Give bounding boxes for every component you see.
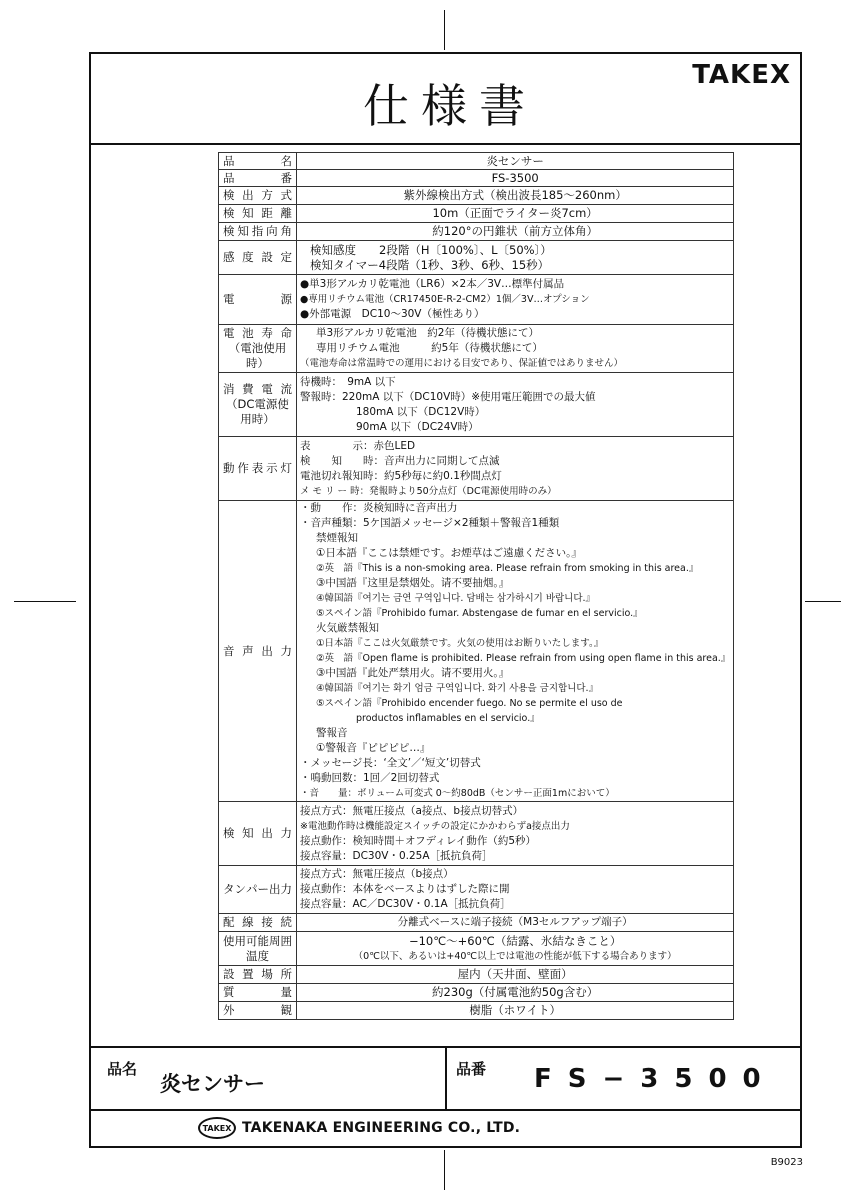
table-row	[219, 966, 734, 984]
table-row	[219, 325, 734, 373]
temperature-value: −10℃〜+60℃（結露、氷結なきこと） （0℃以下、あるいは+40℃以上では電池の性能が低下する場合あります）	[297, 932, 734, 966]
row-label: 検 知 指 向 角	[219, 223, 297, 241]
table-row	[219, 914, 734, 932]
row-label: 電 源	[219, 275, 297, 325]
appearance-value: 樹脂（ホワイト）	[297, 1002, 734, 1020]
detection-method-value: 紫外線検出方式（検出波長185〜260nm）	[297, 187, 734, 205]
product-number-footer: FS−3500	[534, 1064, 777, 1094]
company-block	[198, 1117, 520, 1139]
row-label: 動 作 表 示 灯	[219, 437, 297, 501]
row-label: 電 池 寿 命 （電池使用時）	[219, 325, 297, 373]
row-label: 検 出 方 式	[219, 187, 297, 205]
table-row	[219, 205, 734, 223]
table-row	[219, 275, 734, 325]
spec-table	[218, 152, 734, 1020]
row-label: 品 名	[219, 153, 297, 170]
weight-value: 約230g（付属電池約50g含む）	[297, 984, 734, 1002]
row-label: 設 置 場 所	[219, 966, 297, 984]
location-value: 屋内（天井面、壁面）	[297, 966, 734, 984]
battery-life-value: 単3形アルカリ乾電池 約2年（待機状態にて） 専用リチウム電池 約5年（待機状態にて） （電池寿命は常温時での運用における目安であり、保証値ではありません）	[297, 325, 734, 373]
product-number-label: 品番	[456, 1060, 487, 1078]
table-row	[219, 187, 734, 205]
table-row	[219, 802, 734, 866]
product-name-value: 炎センサー	[297, 153, 734, 170]
row-label: 使用可能周囲温度	[219, 932, 297, 966]
audio-value: ・動 作：炎検知時に音声出力 ・音声種類：5ケ国語メッセージ×2種類＋警報音1種類 禁煙報知 ①日本語『ここは禁煙です。お煙草はご遠慮ください。』 ②英 語『This is a non-smoking area. Please refrain from smoking in this area.』 ③中国語『这里是禁烟处。请不要抽烟。』 ④韓国語『여기는 금연 구역입니다. 담배는 삼가하시기 바랍니다.』 ⑤スペイン語『Prohibido fumar. Abstengase de fumar en el servicio.』 火気厳禁報知 ①日本語『ここは火気厳禁です。火気の使用はお断りいたします。』 ②英 語『Open flame is prohibited. Please refrain from using open flame in this area.』 ③中国語『此处严禁用火。请不要用火。』 ④韓国語『여기는 화기 엄금 구역입니다. 화기 사용을 금지합니다.』 ⑤スペイン語『Prohibido encender fuego. No se permite el uso de productos inflamables en el servicio.』 警報音 ①警報音『ピピピピ…』 ・メッセージ長：‘全文’／‘短文’切替式 ・鳴動回数：1回／2回切替式 ・音 量：ボリューム可変式 0〜約80dB（センサー正面1mにおいて）	[297, 501, 734, 802]
table-row	[219, 373, 734, 437]
divider	[89, 1109, 802, 1111]
row-label: 音 声 出 力	[219, 501, 297, 802]
right-registration-mark	[805, 601, 841, 602]
row-label: 検 知 距 離	[219, 205, 297, 223]
table-row	[219, 241, 734, 275]
row-label: 品 番	[219, 170, 297, 187]
table-row	[219, 1002, 734, 1020]
sensitivity-value: 検知感度 2段階（H〔100%〕、L〔50%〕） 検知タイマー4段階（1秒、3秒、6秒、15秒）	[297, 241, 734, 275]
row-label: 外 観	[219, 1002, 297, 1020]
table-row	[219, 153, 734, 170]
wiring-value: 分離式ベースに端子接続（M3セルフアップ端子）	[297, 914, 734, 932]
current-value: 待機時： 9mA 以下 警報時：220mA 以下（DC10V時）※使用電圧範囲での最大値 180mA 以下（DC12V時） 90mA 以下（DC24V時）	[297, 373, 734, 437]
table-row	[219, 932, 734, 966]
table-row	[219, 437, 734, 501]
header-divider	[89, 143, 802, 145]
company-name: TAKENAKA ENGINEERING CO., LTD.	[242, 1120, 521, 1136]
brand-logo: TAKEX	[692, 60, 791, 90]
document-title: 仕様書	[363, 79, 537, 133]
company-logo: TAKEX	[198, 1117, 236, 1139]
table-row	[219, 501, 734, 802]
table-row	[219, 170, 734, 187]
row-label: 配 線 接 続	[219, 914, 297, 932]
bottom-registration-mark	[444, 1150, 445, 1190]
row-label: 検 知 出 力	[219, 802, 297, 866]
indicator-value: 表 示：赤色LED 検 知 時：音声出力に同期して点滅 電池切れ報知時：約5秒毎に約0.1秒間点灯 メ モ リ ー 時：発報時より50分点灯（DC電源使用時のみ）	[297, 437, 734, 501]
product-name-footer: 炎センサー	[160, 1072, 265, 1096]
directivity-value: 約120°の円錐状（前方立体角）	[297, 223, 734, 241]
divider	[445, 1046, 447, 1109]
document-code: B9023	[770, 1157, 803, 1168]
table-row	[219, 223, 734, 241]
tamper-output-value: 接点方式：無電圧接点（b接点） 接点動作：本体をベースよりはずした際に開 接点容量：AC／DC30V・0.1A［抵抗負荷］	[297, 866, 734, 914]
left-registration-mark	[14, 601, 76, 602]
row-label: 質 量	[219, 984, 297, 1002]
detection-distance-value: 10m（正面でライター炎7cm）	[297, 205, 734, 223]
row-label: 消 費 電 流 （DC電源使用時）	[219, 373, 297, 437]
table-row	[219, 866, 734, 914]
model-value: FS-3500	[297, 170, 734, 187]
row-label: 感 度 設 定	[219, 241, 297, 275]
table-row	[219, 984, 734, 1002]
top-registration-mark	[444, 10, 445, 50]
power-value: ●単3形アルカリ乾電池（LR6）×2本／3V…標準付属品 ●専用リチウム電池（CR17450E-R-2-CM2）1個／3V…オプション ●外部電源 DC10〜30V（極性あり）	[297, 275, 734, 325]
detect-output-value: 接点方式：無電圧接点（a接点、b接点切替式） ※電池動作時は機能設定スイッチの設定にかかわらずa接点出力 接点動作：検知時間＋オフディレイ動作（約5秒） 接点容量：DC30V・0.25A［抵抗負荷］	[297, 802, 734, 866]
product-name-label: 品名	[107, 1060, 138, 1078]
row-label: タ ン パ ー 出 力	[219, 866, 297, 914]
